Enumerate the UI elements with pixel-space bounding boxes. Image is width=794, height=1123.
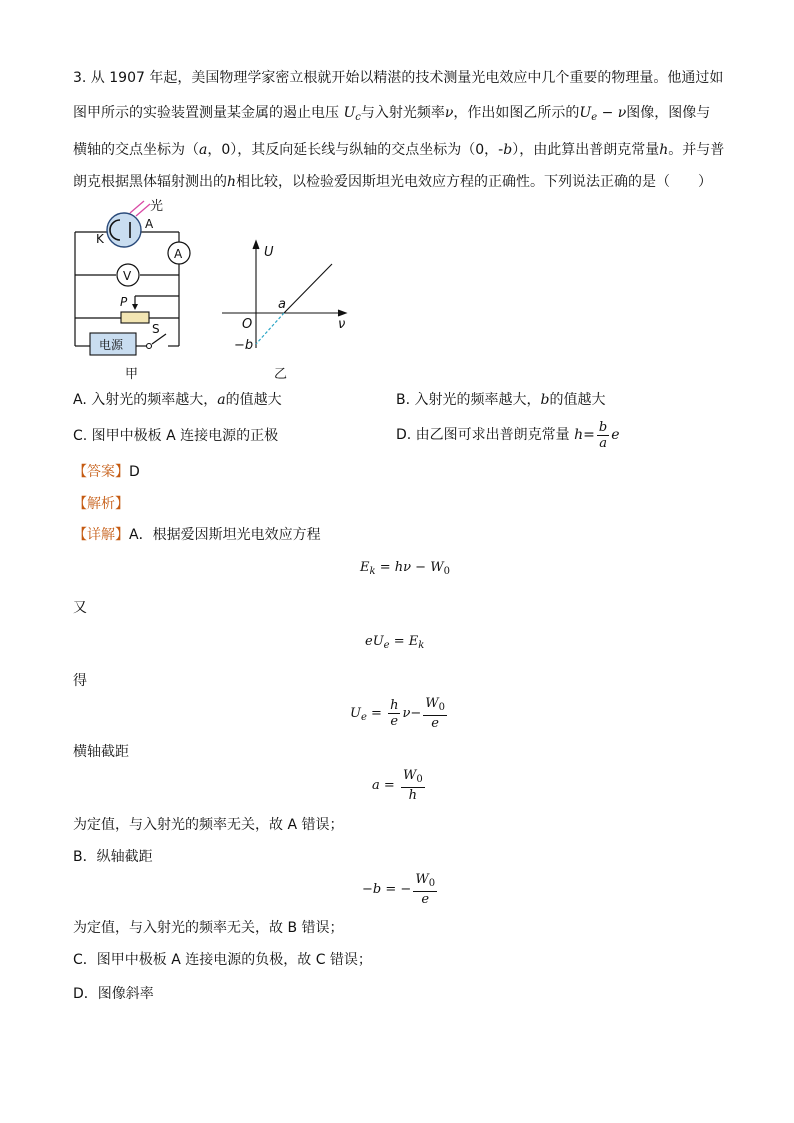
rheostat — [121, 312, 149, 323]
a-intercept-label: a — [278, 297, 286, 312]
option-c[interactable]: C. 图甲中极板 A 连接电源的正极 — [73, 428, 279, 444]
x-axis-label: ν — [338, 317, 346, 332]
ammeter-label: A — [174, 247, 183, 261]
detail-you: 又 — [73, 600, 87, 616]
plate-a-label: A — [145, 217, 154, 231]
question-line-1: 3. 从 1907 年起，美国物理学家密立根就开始以精湛的技术测量光电效应中几个重要的物理量。他通过如 — [73, 70, 724, 86]
answer-line — [73, 462, 140, 482]
equation-a-intercept: a = $\frac{W_0}{h}$ — [372, 768, 423, 803]
option-a[interactable]: A. 入射光的频率越大，a的值越大 — [73, 392, 282, 408]
light-label: 光 — [150, 199, 164, 214]
option-b[interactable]: B. 入射光的频率越大，b的值越大 — [396, 392, 606, 408]
y-axis-label: U — [264, 245, 274, 260]
graph-line — [284, 264, 332, 313]
slider-p-label: P — [120, 295, 128, 309]
figure-yi-caption: 乙 — [274, 367, 288, 382]
question-line-2: 图甲所示的实验装置测量某金属的遏止电压 $U_c$与入射光频率ν，作出如图乙所示的$U_e - \nu$图像，图像与 — [73, 105, 711, 123]
question-line-3: 横轴的交点坐标为（a，0），其反向延长线与纵轴的交点坐标为（0，-b），由此算出普朗克常量h。并与普 — [73, 142, 725, 158]
detail-intro: 【详解】A．根据爱因斯坦光电效应方程 — [73, 527, 321, 543]
detail-a-conclusion: 为定值，与入射光的频率无关，故 A 错误； — [73, 817, 344, 833]
detail-de: 得 — [73, 673, 87, 689]
detail-d-intro: D．图像斜率 — [73, 986, 154, 1002]
figure-yi-graph — [222, 236, 358, 386]
voltmeter-label: V — [123, 269, 132, 283]
answer-value: D — [129, 464, 140, 480]
graph-extension-dashed — [256, 313, 284, 344]
equation-photoelectric: $E_k = h\nu - W_0$ — [360, 560, 450, 577]
option-d[interactable]: D. 由乙图可求出普朗克常量 h= $\frac{b}{a}$ e — [396, 419, 620, 451]
detail-b-conclusion: 为定值，与入射光的频率无关，故 B 错误； — [73, 920, 344, 936]
figure-jia-circuit — [66, 196, 202, 386]
plate-k-label: K — [96, 232, 104, 246]
switch-s-label: S — [152, 322, 160, 336]
b-intercept-label: −b — [234, 338, 254, 353]
question-line-4: 朗克根据黑体辐射测出的h相比较，以检验爱因斯坦光电效应方程的正确性。下列说法正确的是（ ） — [73, 174, 713, 190]
equation-uc: $U_e$ = $\frac{h}{e}$ ν− $\frac{W_0}{e}$ — [350, 696, 446, 731]
figure-jia-caption: 甲 — [125, 367, 139, 382]
power-supply-label: 电源 — [99, 338, 124, 352]
detail-c-conclusion: C．图甲中极板 A 连接电源的负极，故 C 错误； — [73, 952, 372, 968]
detail-hengzhou: 横轴截距 — [73, 744, 129, 760]
analysis-label: 【解析】 — [73, 496, 129, 512]
origin-label: O — [242, 317, 253, 332]
answer-label: 【答案】 — [73, 464, 129, 480]
equation-b-intercept: −b = − $\frac{W_0}{e}$ — [362, 872, 436, 907]
light-arrows-icon — [130, 201, 150, 216]
photocell-tube — [107, 213, 141, 247]
detail-b-intro: B．纵轴截距 — [73, 849, 153, 865]
equation-stopping-voltage: $eU_e = E_k$ — [365, 634, 425, 651]
